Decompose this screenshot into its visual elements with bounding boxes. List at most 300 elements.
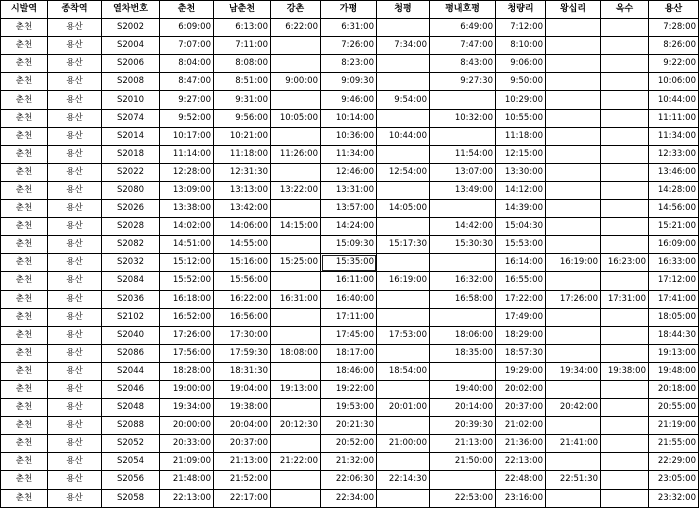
table-cell[interactable]: 용산	[48, 290, 102, 308]
table-cell[interactable]	[377, 73, 430, 91]
table-cell[interactable]: 11:11:00	[649, 109, 699, 127]
table-cell[interactable]: 18:46:00	[321, 362, 377, 380]
table-cell[interactable]: 16:31:00	[271, 290, 321, 308]
table-cell[interactable]	[546, 380, 601, 398]
table-cell[interactable]: 춘천	[1, 55, 48, 73]
table-cell[interactable]: 21:00:00	[377, 435, 430, 453]
table-cell[interactable]	[601, 55, 649, 73]
table-cell[interactable]: 9:06:00	[496, 55, 546, 73]
table-cell[interactable]	[271, 163, 321, 181]
table-cell[interactable]: 15:16:00	[214, 254, 271, 272]
table-cell[interactable]: 춘천	[1, 109, 48, 127]
table-cell[interactable]: 13:22:00	[271, 181, 321, 199]
table-cell[interactable]: 춘천	[1, 145, 48, 163]
table-cell[interactable]: 9:46:00	[321, 91, 377, 109]
table-cell[interactable]: 15:30:30	[430, 236, 496, 254]
table-cell[interactable]	[271, 37, 321, 55]
table-cell[interactable]: S2082	[102, 236, 160, 254]
table-cell[interactable]: 17:41:00	[649, 290, 699, 308]
header-cell[interactable]: 평내호평	[430, 1, 496, 19]
table-cell[interactable]	[377, 290, 430, 308]
table-cell[interactable]: 용산	[48, 37, 102, 55]
table-cell[interactable]: 용산	[48, 236, 102, 254]
table-cell[interactable]: 10:44:00	[377, 127, 430, 145]
table-cell[interactable]	[377, 489, 430, 507]
table-cell[interactable]	[546, 127, 601, 145]
table-cell[interactable]: 22:34:00	[321, 489, 377, 507]
table-cell[interactable]: 21:22:00	[271, 453, 321, 471]
table-cell[interactable]: S2044	[102, 362, 160, 380]
table-cell[interactable]: 22:17:00	[214, 489, 271, 507]
table-cell[interactable]: 16:22:00	[214, 290, 271, 308]
header-cell[interactable]: 청량리	[496, 1, 546, 19]
table-cell[interactable]: 춘천	[1, 91, 48, 109]
table-cell[interactable]: 18:31:30	[214, 362, 271, 380]
table-cell[interactable]: 19:40:00	[430, 380, 496, 398]
table-cell[interactable]	[546, 200, 601, 218]
table-cell[interactable]: 14:42:00	[430, 218, 496, 236]
table-cell[interactable]: 22:14:30	[377, 471, 430, 489]
table-cell[interactable]	[601, 73, 649, 91]
table-cell[interactable]	[601, 163, 649, 181]
table-cell[interactable]: 20:37:00	[214, 435, 271, 453]
table-cell[interactable]: 9:54:00	[377, 91, 430, 109]
table-cell[interactable]: 22:13:00	[496, 453, 546, 471]
table-cell[interactable]	[546, 73, 601, 91]
table-cell[interactable]: 19:53:00	[321, 399, 377, 417]
table-cell[interactable]: 춘천	[1, 163, 48, 181]
table-cell[interactable]: 용산	[48, 435, 102, 453]
table-cell[interactable]	[271, 308, 321, 326]
table-cell[interactable]	[546, 55, 601, 73]
table-cell[interactable]: 용산	[48, 344, 102, 362]
table-cell[interactable]: S2018	[102, 145, 160, 163]
table-cell[interactable]: 14:05:00	[377, 200, 430, 218]
table-cell[interactable]: 9:00:00	[271, 73, 321, 91]
table-cell[interactable]: 7:12:00	[496, 19, 546, 37]
table-cell[interactable]	[601, 489, 649, 507]
table-cell[interactable]: 9:50:00	[496, 73, 546, 91]
table-cell[interactable]: 21:52:00	[214, 471, 271, 489]
table-cell[interactable]: S2086	[102, 344, 160, 362]
table-cell[interactable]: 16:56:00	[214, 308, 271, 326]
table-cell[interactable]: 15:04:30	[496, 218, 546, 236]
table-cell[interactable]	[546, 453, 601, 471]
table-cell[interactable]: 10:14:00	[321, 109, 377, 127]
table-cell[interactable]	[546, 163, 601, 181]
table-cell[interactable]: 12:54:00	[377, 163, 430, 181]
table-cell[interactable]: 11:34:00	[649, 127, 699, 145]
table-cell[interactable]: 20:37:00	[496, 399, 546, 417]
table-cell[interactable]	[377, 218, 430, 236]
table-cell[interactable]: 춘천	[1, 308, 48, 326]
table-cell[interactable]: 춘천	[1, 218, 48, 236]
table-cell[interactable]: 용산	[48, 200, 102, 218]
table-cell[interactable]: 6:09:00	[160, 19, 214, 37]
table-cell[interactable]: 19:34:00	[546, 362, 601, 380]
table-cell[interactable]: 6:31:00	[321, 19, 377, 37]
table-cell[interactable]: 6:22:00	[271, 19, 321, 37]
table-cell[interactable]: 21:50:00	[430, 453, 496, 471]
table-cell[interactable]	[546, 272, 601, 290]
header-cell[interactable]: 청평	[377, 1, 430, 19]
table-cell[interactable]	[430, 127, 496, 145]
table-cell[interactable]: 춘천	[1, 435, 48, 453]
table-cell[interactable]: 16:58:00	[430, 290, 496, 308]
table-cell[interactable]: 18:17:00	[321, 344, 377, 362]
table-cell[interactable]: 11:18:00	[496, 127, 546, 145]
table-cell[interactable]: 18:05:00	[649, 308, 699, 326]
table-cell[interactable]: S2026	[102, 200, 160, 218]
table-cell[interactable]	[430, 362, 496, 380]
table-cell[interactable]: 10:06:00	[649, 73, 699, 91]
table-cell[interactable]	[377, 344, 430, 362]
table-cell[interactable]: 17:31:00	[601, 290, 649, 308]
table-cell[interactable]: 22:51:30	[546, 471, 601, 489]
table-cell[interactable]: 14:28:00	[649, 181, 699, 199]
table-cell[interactable]	[601, 127, 649, 145]
table-cell[interactable]	[377, 55, 430, 73]
table-cell[interactable]: 21:32:00	[321, 453, 377, 471]
table-cell[interactable]	[377, 145, 430, 163]
table-cell[interactable]: 용산	[48, 399, 102, 417]
table-cell[interactable]: 용산	[48, 362, 102, 380]
table-cell[interactable]: 21:09:00	[160, 453, 214, 471]
table-cell[interactable]	[271, 127, 321, 145]
table-cell[interactable]	[601, 145, 649, 163]
header-cell[interactable]: 열차번호	[102, 1, 160, 19]
table-cell[interactable]: 용산	[48, 19, 102, 37]
table-cell[interactable]	[271, 362, 321, 380]
table-cell[interactable]: 17:22:00	[496, 290, 546, 308]
table-cell[interactable]: S2102	[102, 308, 160, 326]
table-cell[interactable]: 7:47:00	[430, 37, 496, 55]
table-cell[interactable]: 9:56:00	[214, 109, 271, 127]
table-cell[interactable]: 춘천	[1, 417, 48, 435]
table-cell[interactable]: 19:00:00	[160, 380, 214, 398]
table-cell[interactable]	[546, 19, 601, 37]
table-cell[interactable]: 용산	[48, 417, 102, 435]
table-cell[interactable]: 춘천	[1, 127, 48, 145]
table-cell[interactable]: 19:48:00	[649, 362, 699, 380]
table-cell[interactable]: 16:19:00	[377, 272, 430, 290]
table-cell[interactable]: 20:00:00	[160, 417, 214, 435]
table-cell[interactable]: 12:33:00	[649, 145, 699, 163]
table-cell[interactable]: 춘천	[1, 254, 48, 272]
table-cell[interactable]: 용산	[48, 272, 102, 290]
table-cell[interactable]: 15:09:30	[321, 236, 377, 254]
table-cell[interactable]: 17:45:00	[321, 326, 377, 344]
table-cell[interactable]	[271, 326, 321, 344]
table-cell[interactable]	[546, 489, 601, 507]
table-cell[interactable]: 춘천	[1, 73, 48, 91]
table-cell[interactable]	[377, 109, 430, 127]
table-cell[interactable]	[377, 380, 430, 398]
table-cell[interactable]: 8:08:00	[214, 55, 271, 73]
table-cell[interactable]: 13:13:00	[214, 181, 271, 199]
table-cell[interactable]: 13:57:00	[321, 200, 377, 218]
table-cell[interactable]: 10:36:00	[321, 127, 377, 145]
table-cell[interactable]	[601, 435, 649, 453]
table-cell[interactable]: S2048	[102, 399, 160, 417]
table-cell[interactable]: 춘천	[1, 380, 48, 398]
table-cell[interactable]: 16:19:00	[546, 254, 601, 272]
table-cell[interactable]: 9:52:00	[160, 109, 214, 127]
table-cell[interactable]: 20:02:00	[496, 380, 546, 398]
table-cell[interactable]: 용산	[48, 55, 102, 73]
table-cell[interactable]	[546, 218, 601, 236]
table-cell[interactable]: 6:13:00	[214, 19, 271, 37]
table-cell[interactable]: 9:27:00	[160, 91, 214, 109]
table-cell[interactable]	[430, 254, 496, 272]
table-cell[interactable]: 14:39:00	[496, 200, 546, 218]
table-cell[interactable]: 17:56:00	[160, 344, 214, 362]
table-cell[interactable]: S2008	[102, 73, 160, 91]
table-cell[interactable]	[271, 272, 321, 290]
table-cell[interactable]: 21:19:00	[649, 417, 699, 435]
table-cell[interactable]: 12:31:30	[214, 163, 271, 181]
table-cell[interactable]: 15:52:00	[160, 272, 214, 290]
table-cell[interactable]: 춘천	[1, 236, 48, 254]
table-cell[interactable]: 16:09:00	[649, 236, 699, 254]
table-cell[interactable]: 19:38:00	[214, 399, 271, 417]
table-cell[interactable]	[271, 489, 321, 507]
header-cell[interactable]: 강촌	[271, 1, 321, 19]
table-cell[interactable]: 13:07:00	[430, 163, 496, 181]
table-cell[interactable]: 10:05:00	[271, 109, 321, 127]
table-cell[interactable]: 15:56:00	[214, 272, 271, 290]
table-cell[interactable]	[546, 145, 601, 163]
table-cell[interactable]	[601, 200, 649, 218]
table-cell[interactable]: 21:55:00	[649, 435, 699, 453]
table-cell[interactable]: 춘천	[1, 362, 48, 380]
table-cell[interactable]: 16:11:00	[321, 272, 377, 290]
table-cell[interactable]	[546, 417, 601, 435]
table-cell[interactable]: 16:23:00	[601, 254, 649, 272]
table-cell[interactable]: 9:27:30	[430, 73, 496, 91]
table-cell[interactable]: 20:12:30	[271, 417, 321, 435]
table-cell[interactable]: 12:46:00	[321, 163, 377, 181]
table-cell[interactable]: 10:44:00	[649, 91, 699, 109]
table-cell[interactable]: 춘천	[1, 326, 48, 344]
table-cell[interactable]	[271, 471, 321, 489]
table-cell[interactable]	[546, 91, 601, 109]
table-cell[interactable]: S2004	[102, 37, 160, 55]
table-cell[interactable]	[546, 236, 601, 254]
table-cell[interactable]: 15:25:00	[271, 254, 321, 272]
table-cell[interactable]: 17:30:00	[214, 326, 271, 344]
table-cell[interactable]	[601, 326, 649, 344]
table-cell[interactable]: 14:56:00	[649, 200, 699, 218]
table-cell[interactable]: 15:12:00	[160, 254, 214, 272]
table-cell[interactable]: 13:30:00	[496, 163, 546, 181]
table-cell[interactable]: 13:38:00	[160, 200, 214, 218]
table-cell[interactable]: 9:09:30	[321, 73, 377, 91]
table-cell[interactable]	[377, 453, 430, 471]
table-cell[interactable]: 18:28:00	[160, 362, 214, 380]
table-cell[interactable]: 12:15:00	[496, 145, 546, 163]
table-cell[interactable]: 16:18:00	[160, 290, 214, 308]
table-cell[interactable]	[377, 308, 430, 326]
table-cell[interactable]: 20:52:00	[321, 435, 377, 453]
table-cell[interactable]: 7:26:00	[321, 37, 377, 55]
table-cell[interactable]: 22:06:30	[321, 471, 377, 489]
table-cell[interactable]: 17:53:00	[377, 326, 430, 344]
header-cell[interactable]: 옥수	[601, 1, 649, 19]
table-cell[interactable]: 19:38:00	[601, 362, 649, 380]
table-cell[interactable]: 8:23:00	[321, 55, 377, 73]
table-cell[interactable]: 23:32:00	[649, 489, 699, 507]
table-cell[interactable]: 용산	[48, 163, 102, 181]
table-cell[interactable]: 16:33:00	[649, 254, 699, 272]
table-cell[interactable]: S2056	[102, 471, 160, 489]
table-cell[interactable]: 17:26:00	[546, 290, 601, 308]
table-cell[interactable]	[271, 399, 321, 417]
table-cell[interactable]: S2058	[102, 489, 160, 507]
header-cell[interactable]: 가평	[321, 1, 377, 19]
table-cell[interactable]: 17:11:00	[321, 308, 377, 326]
table-cell[interactable]: 16:55:00	[496, 272, 546, 290]
table-cell[interactable]	[601, 453, 649, 471]
table-cell[interactable]: 춘천	[1, 453, 48, 471]
table-cell[interactable]: 20:39:30	[430, 417, 496, 435]
table-cell[interactable]: S2022	[102, 163, 160, 181]
table-cell[interactable]: 11:34:00	[321, 145, 377, 163]
table-cell[interactable]: S2074	[102, 109, 160, 127]
table-cell[interactable]: 16:32:00	[430, 272, 496, 290]
table-cell[interactable]	[271, 55, 321, 73]
table-cell[interactable]: 10:17:00	[160, 127, 214, 145]
table-cell[interactable]: 21:13:00	[430, 435, 496, 453]
table-cell[interactable]: 21:36:00	[496, 435, 546, 453]
table-cell[interactable]: 18:57:30	[496, 344, 546, 362]
table-cell[interactable]: 10:55:00	[496, 109, 546, 127]
table-cell[interactable]	[546, 37, 601, 55]
table-cell[interactable]: 8:51:00	[214, 73, 271, 91]
table-cell[interactable]	[546, 109, 601, 127]
table-cell[interactable]: 13:31:00	[321, 181, 377, 199]
table-cell[interactable]: 21:13:00	[214, 453, 271, 471]
table-cell[interactable]	[601, 37, 649, 55]
table-cell[interactable]: 13:09:00	[160, 181, 214, 199]
table-cell[interactable]: 17:12:00	[649, 272, 699, 290]
table-cell[interactable]	[601, 417, 649, 435]
table-cell[interactable]: 춘천	[1, 489, 48, 507]
table-cell[interactable]: 21:41:00	[546, 435, 601, 453]
table-cell[interactable]: 14:02:00	[160, 218, 214, 236]
table-cell[interactable]: 18:35:00	[430, 344, 496, 362]
table-cell[interactable]	[271, 236, 321, 254]
table-cell[interactable]: 10:21:00	[214, 127, 271, 145]
table-cell[interactable]: 춘천	[1, 181, 48, 199]
table-cell[interactable]: S2046	[102, 380, 160, 398]
table-cell[interactable]: 10:29:00	[496, 91, 546, 109]
table-cell[interactable]: 춘천	[1, 344, 48, 362]
table-cell[interactable]: 20:01:00	[377, 399, 430, 417]
table-cell[interactable]: 15:35:00	[321, 254, 377, 272]
table-cell[interactable]: 용산	[48, 145, 102, 163]
table-cell[interactable]: 17:26:00	[160, 326, 214, 344]
table-cell[interactable]: 16:52:00	[160, 308, 214, 326]
table-cell[interactable]	[601, 471, 649, 489]
table-cell[interactable]: 22:48:00	[496, 471, 546, 489]
table-cell[interactable]: 춘천	[1, 37, 48, 55]
table-cell[interactable]: 7:28:00	[649, 19, 699, 37]
header-cell[interactable]: 왕십리	[546, 1, 601, 19]
table-cell[interactable]: 13:49:00	[430, 181, 496, 199]
table-cell[interactable]	[601, 380, 649, 398]
header-cell[interactable]: 춘천	[160, 1, 214, 19]
table-cell[interactable]: 15:21:00	[649, 218, 699, 236]
table-cell[interactable]	[430, 91, 496, 109]
table-cell[interactable]: 19:04:00	[214, 380, 271, 398]
table-cell[interactable]: 용산	[48, 91, 102, 109]
table-cell[interactable]: 15:17:30	[377, 236, 430, 254]
table-cell[interactable]: 용산	[48, 181, 102, 199]
table-cell[interactable]	[601, 19, 649, 37]
table-cell[interactable]: 19:34:00	[160, 399, 214, 417]
table-cell[interactable]: 8:47:00	[160, 73, 214, 91]
table-cell[interactable]: 20:33:00	[160, 435, 214, 453]
table-cell[interactable]: 7:07:00	[160, 37, 214, 55]
table-cell[interactable]: 16:14:00	[496, 254, 546, 272]
table-cell[interactable]: 14:15:00	[271, 218, 321, 236]
table-cell[interactable]: S2028	[102, 218, 160, 236]
table-cell[interactable]: 용산	[48, 489, 102, 507]
table-cell[interactable]: 22:13:00	[160, 489, 214, 507]
table-cell[interactable]: S2084	[102, 272, 160, 290]
table-cell[interactable]: 23:16:00	[496, 489, 546, 507]
table-cell[interactable]	[377, 19, 430, 37]
table-cell[interactable]	[430, 308, 496, 326]
table-cell[interactable]	[601, 181, 649, 199]
table-cell[interactable]: 20:55:00	[649, 399, 699, 417]
table-cell[interactable]: 용산	[48, 453, 102, 471]
table-cell[interactable]: 춘천	[1, 200, 48, 218]
table-cell[interactable]: S2014	[102, 127, 160, 145]
table-cell[interactable]: 용산	[48, 218, 102, 236]
table-cell[interactable]	[546, 344, 601, 362]
table-cell[interactable]: S2036	[102, 290, 160, 308]
table-cell[interactable]: 20:18:00	[649, 380, 699, 398]
table-cell[interactable]: 11:26:00	[271, 145, 321, 163]
table-cell[interactable]: 14:12:00	[496, 181, 546, 199]
table-cell[interactable]: 7:34:00	[377, 37, 430, 55]
table-cell[interactable]: 17:49:00	[496, 308, 546, 326]
table-cell[interactable]: 용산	[48, 326, 102, 344]
header-cell[interactable]: 시발역	[1, 1, 48, 19]
table-cell[interactable]: 춘천	[1, 272, 48, 290]
table-cell[interactable]	[601, 308, 649, 326]
table-cell[interactable]: 춘천	[1, 19, 48, 37]
table-cell[interactable]: S2088	[102, 417, 160, 435]
table-cell[interactable]: 13:42:00	[214, 200, 271, 218]
table-cell[interactable]: 14:55:00	[214, 236, 271, 254]
table-cell[interactable]: S2002	[102, 19, 160, 37]
table-cell[interactable]	[377, 254, 430, 272]
table-cell[interactable]: S2032	[102, 254, 160, 272]
table-cell[interactable]: 춘천	[1, 471, 48, 489]
table-cell[interactable]: S2080	[102, 181, 160, 199]
table-cell[interactable]: 22:53:00	[430, 489, 496, 507]
table-cell[interactable]	[546, 308, 601, 326]
table-cell[interactable]: 8:10:00	[496, 37, 546, 55]
table-cell[interactable]: 춘천	[1, 290, 48, 308]
table-cell[interactable]: 18:54:00	[377, 362, 430, 380]
header-cell[interactable]: 용산	[649, 1, 699, 19]
table-cell[interactable]: 용산	[48, 308, 102, 326]
table-cell[interactable]	[271, 200, 321, 218]
